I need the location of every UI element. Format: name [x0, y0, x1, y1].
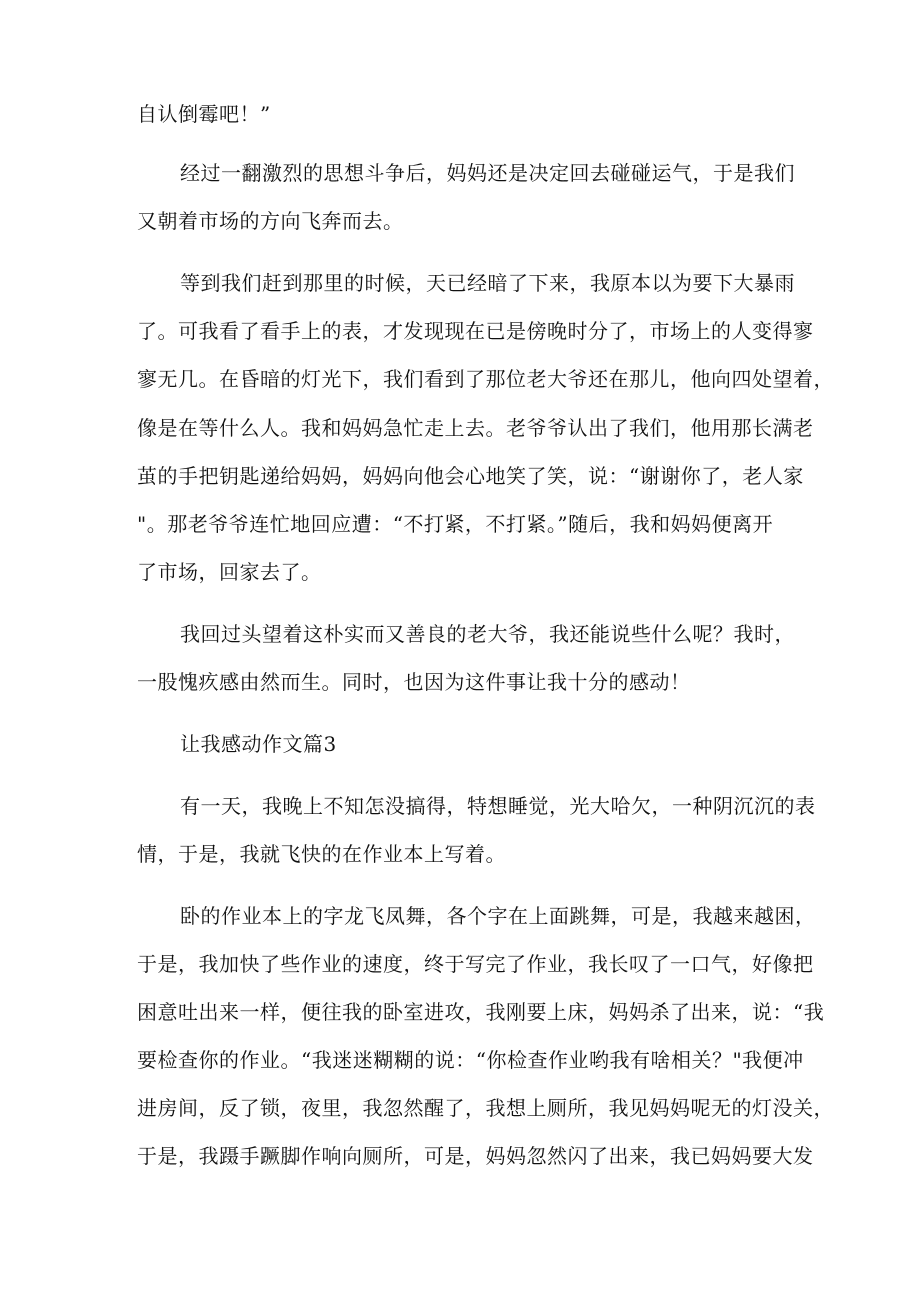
text-line: 情，于是，我就飞快的在作业本上写着。 — [137, 842, 506, 866]
text-line: 茧的手把钥匙递给妈妈，妈妈向他会心地笑了笑，说：“谢谢你了，老人家 — [137, 464, 804, 488]
text-line: 寥无几。在昏暗的灯光下，我们看到了那位老大爷还在那儿，他向四处望着， — [137, 367, 834, 391]
section-heading: 让我感动作文篇3 — [180, 732, 337, 756]
text-line: 像是在等什么人。我和妈妈急忙走上去。老爷爷认出了我们，他用那长满老 — [137, 416, 814, 440]
text-line: 了市场，回家去了。 — [137, 560, 322, 584]
text-line: 困意吐出来一样，便往我的卧室进攻，我刚要上床，妈妈杀了出来，说：“我 — [137, 1000, 825, 1024]
text-line: 了。可我看了看手上的表，才发现现在已是傍晚时分了，市场上的人变得寥 — [137, 319, 814, 343]
text-line: 经过一翻激烈的思想斗争后，妈妈还是决定回去碰碰运气，于是我们 — [180, 161, 795, 185]
text-line: 自认倒霉吧！” — [137, 102, 271, 126]
text-line: 于是，我蹑手蹶脚作响向厕所，可是，妈妈忽然闪了出来，我已妈妈要大发 — [137, 1144, 814, 1168]
text-line: 又朝着市场的方向飞奔而去。 — [137, 209, 404, 233]
text-line: 等到我们赶到那里的时候，天已经暗了下来，我原本以为要下大暴雨 — [180, 271, 795, 295]
text-line: 要检查你的作业。“我迷迷糊糊的说：“你检查作业哟我有啥相关？"我便冲 — [137, 1048, 804, 1072]
text-line: 进房间，反了锁，夜里，我忽然醒了，我想上厕所，我见妈妈呢无的灯没关， — [137, 1096, 834, 1120]
text-line: "。那老爷爷连忙地回应遭：“不打紧，不打紧。”随后，我和妈妈便离开 — [137, 512, 774, 536]
text-line: 于是，我加快了些作业的速度，终于写完了作业，我长叹了一口气，好像把 — [137, 952, 814, 976]
text-line: 一股愧疚感由然而生。同时，也因为这件事让我十分的感动！ — [137, 670, 691, 694]
text-line: 卧的作业本上的字龙飞凤舞，各个字在上面跳舞，可是，我越来越困， — [180, 904, 816, 928]
text-line: 有一天，我晚上不知怎没搞得，特想睡觉，光大哈欠，一种阴沉沉的表 — [180, 794, 816, 818]
text-line: 我回过头望着这朴实而又善良的老大爷，我还能说些什么呢？我时， — [180, 622, 795, 646]
